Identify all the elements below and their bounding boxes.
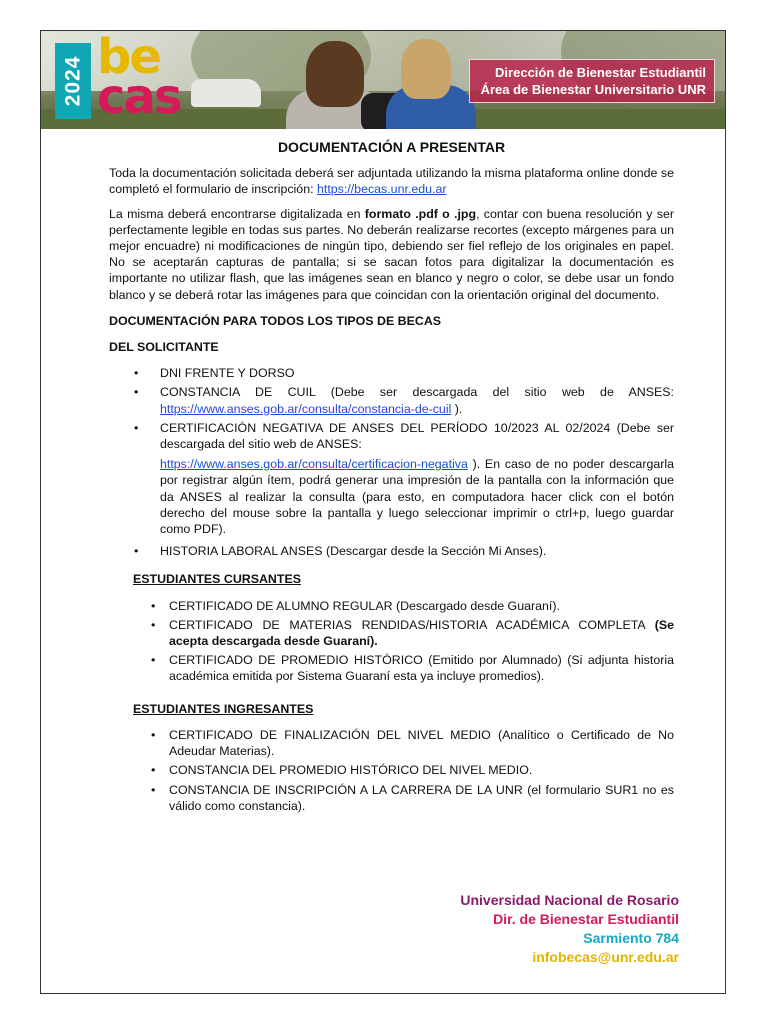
list-item: [109, 365, 674, 381]
document-content: [109, 139, 674, 817]
list-item: [109, 727, 674, 759]
section-subheading: ESTUDIANTES CURSANTES: [133, 572, 301, 587]
header-banner: [41, 31, 725, 129]
list-item: [109, 617, 674, 649]
list-item-text: DNI FRENTE Y DORSO: [160, 366, 295, 381]
year-text: 2024: [61, 55, 84, 107]
section-heading: DEL SOLICITANTE: [109, 340, 219, 355]
becas-logo-top: be: [97, 31, 160, 85]
list-item: [109, 782, 674, 814]
footer-address: Sarmiento 784: [583, 930, 679, 946]
department-box: [469, 59, 715, 103]
year-badge: [55, 43, 91, 119]
list-item-text: CONSTANCIA DE INSCRIPCIÓN A LA CARRERA DE LA UNR (el formulario SUR1 no es válido como constancia).: [169, 782, 674, 813]
cuil-link[interactable]: https://www.anses.gob.ar/consulta/constancia-de-cuil: [160, 401, 452, 416]
format-bold: formato .pdf o .jpg: [364, 206, 477, 221]
footer-university: Universidad Nacional de Rosario: [460, 892, 679, 908]
banner-student-hair: [306, 41, 364, 107]
list-item-text: CONSTANCIA DEL PROMEDIO HISTÓRICO DEL NIVEL MEDIO.: [169, 763, 533, 778]
footer-contact: [460, 891, 679, 967]
list-item: [109, 598, 674, 614]
list-item: [109, 652, 674, 684]
department-line: Dirección de Bienestar Estudiantil: [495, 65, 706, 80]
section-subheading: ESTUDIANTES INGRESANTES: [133, 701, 314, 716]
applicant-list: [109, 365, 674, 559]
format-text: La misma deberá encontrarse digitalizada en: [109, 206, 365, 221]
list-item-text: CERTIFICADO DE ALUMNO REGULAR (Descargado desde Guaraní).: [169, 598, 560, 613]
footer-direction: Dir. de Bienestar Estudiantil: [493, 911, 679, 927]
becas-logo-bottom: cas: [97, 69, 181, 125]
list-item-text: CERTIFICADO DE FINALIZACIÓN DEL NIVEL MEDIO (Analítico o Certificado de No Adeudar Materias).: [169, 727, 674, 759]
intro-text: Toda la documentación solicitada deberá ser adjuntada utilizando la misma plataforma online donde se completó el formulario de inscripción:: [109, 166, 674, 197]
list-item-text: CERTIFICACIÓN NEGATIVA DE ANSES DEL PERÍODO 10/2023 AL 02/2024 (Debe ser descargada del sitio web de ANSES:: [160, 420, 674, 452]
list-item: [109, 762, 674, 778]
becas-link[interactable]: https://becas.unr.edu.ar: [316, 182, 447, 197]
department-line: Área de Bienestar Universitario UNR: [480, 82, 706, 97]
section-heading: DOCUMENTACIÓN PARA TODOS LOS TIPOS DE BECAS: [109, 313, 442, 328]
format-paragraph: [109, 206, 674, 303]
list-item-text: CERTIFICADO DE PROMEDIO HISTÓRICO (Emitido por Alumnado) (Si adjunta historia académica emitida por Sistema Guaraní esta ya incluye promedios).: [169, 653, 674, 684]
list-item-bold: (Se acepta descargada desde Guaraní).: [169, 617, 674, 649]
list-item-text: CONSTANCIA DE CUIL (Debe ser descargada del sitio web de ANSES:: [160, 385, 674, 400]
list-item-text: ).: [451, 401, 463, 416]
list-item: [109, 384, 674, 416]
list-item-text: CERTIFICADO DE MATERIAS RENDIDAS/HISTORIA ACADÉMICA COMPLETA: [169, 617, 655, 632]
footer-email[interactable]: infobecas@unr.edu.ar: [532, 949, 679, 965]
banner-car: [191, 79, 261, 107]
format-text: , contar con buena resolución y ser perfectamente legible en todas sus partes. No deberán realizarse recortes (excepto márgenes para un mejor encuadre) ni modificaciones de ningún tipo, debiendo ser fiel reflejo de los originales en papel. No se aceptarán capturas de pantalla; si se sacan fotos para digitalizar la documentación es importante no utilizar flash, que las imágenes sean en blanco y negro o color, se debe usar un fondo blanco y se deberá rotar las imágenes para que coincidan con la orientación original del documento.: [109, 206, 674, 302]
list-item-text: ). En caso de no poder descargarla por registrar algún ítem, podrá generar una impresión de la pantalla con la información que da ANSES al realizar la consulta (para esto, en computadora hacer click con el botón derecho del mouse sobre la pantalla y luego seleccionar imprimir o ctrl+p, luego guardar como PDF).: [160, 457, 674, 537]
document-page: [40, 30, 726, 994]
banner-student-hair: [401, 39, 451, 99]
intro-paragraph: [109, 165, 674, 197]
current-students-list: [109, 598, 674, 685]
list-item-text: HISTORIA LABORAL ANSES (Descargar desde la Sección Mi Anses).: [160, 544, 547, 559]
new-students-list: [109, 727, 674, 814]
certificacion-negativa-link[interactable]: https://www.anses.gob.ar/consulta/certificacion-negativa: [160, 457, 468, 472]
list-item: [109, 420, 674, 537]
list-item: [109, 543, 674, 559]
page-title: DOCUMENTACIÓN A PRESENTAR: [277, 139, 506, 155]
